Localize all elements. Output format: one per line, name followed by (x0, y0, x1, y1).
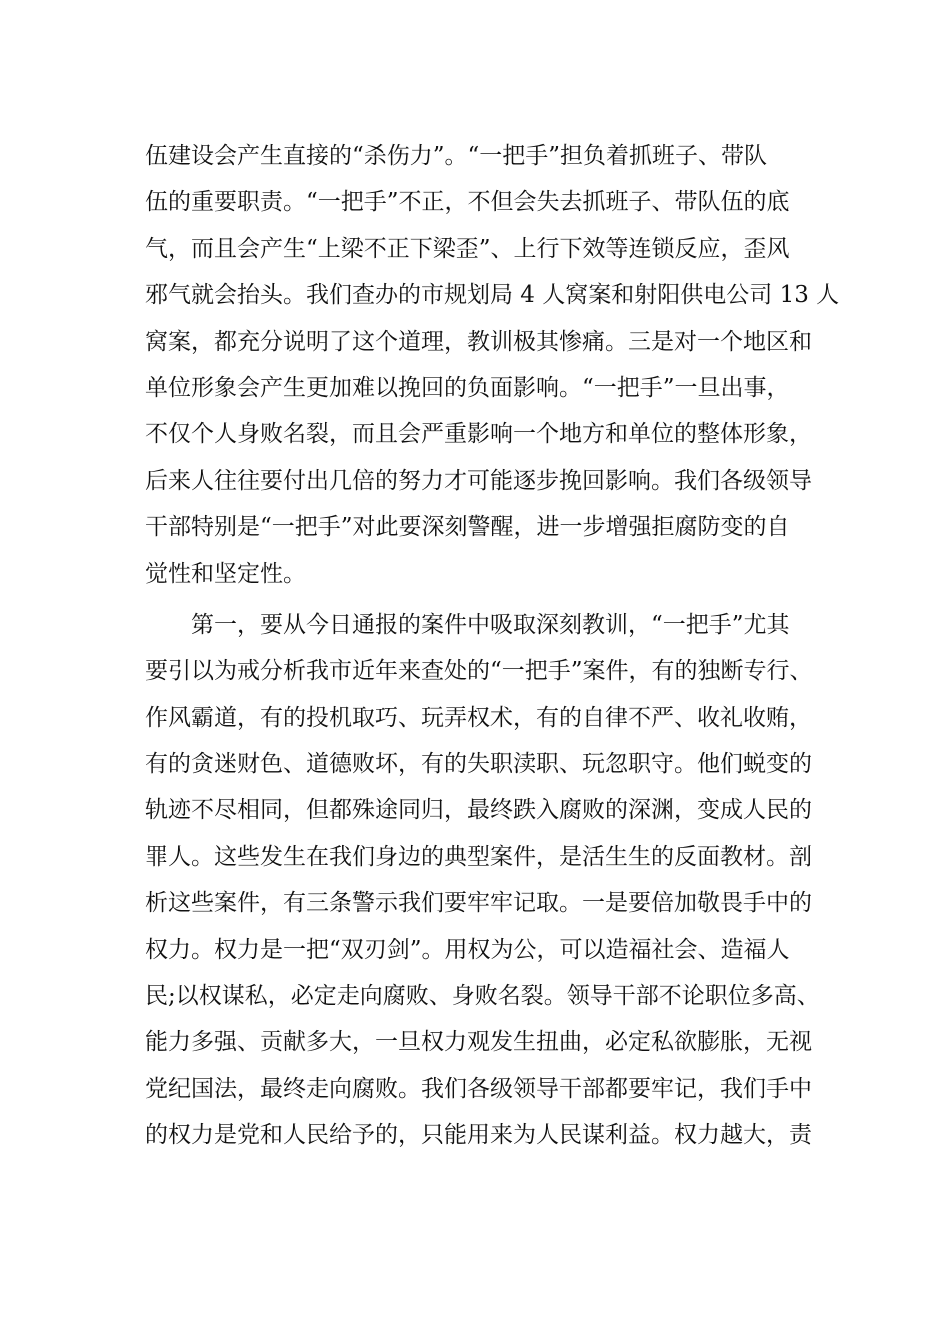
text-line: 党纪国法，最终走向腐败。我们各级领导干部都要牢记，我们手中 (145, 1075, 812, 1102)
text-line: 邪气就会抬头。我们查办的市规划局 4 人窝案和射阳供电公司 13 人 (145, 282, 840, 309)
text-line: 要引以为戒分析我市近年来查处的“一把手”案件，有的独断专行、 (145, 658, 813, 685)
text-line: 民;以权谋私，必定走向腐败、身败名裂。领导干部不论职位多高、 (145, 983, 820, 1010)
text-line: 窝案，都充分说明了这个道理，教训极其惨痛。三是对一个地区和 (145, 328, 812, 355)
text-line: 析这些案件，有三条警示我们要牢牢记取。一是要倍加敬畏手中的 (145, 890, 812, 917)
text-line: 干部特别是“一把手”对此要深刻警醒，进一步增强拒腐防变的自 (145, 514, 790, 541)
text-line: 权力。权力是一把“双刃剑”。用权为公，可以造福社会、造福人 (145, 936, 790, 963)
text-line: 罪人。这些发生在我们身边的典型案件，是活生生的反面教材。剖 (145, 843, 812, 870)
text-line: 轨迹不尽相同，但都殊途同归，最终跌入腐败的深渊，变成人民的 (145, 797, 812, 824)
text-line: 有的贪迷财色、道德败坏，有的失职渎职、玩忽职守。他们蜕变的 (145, 751, 812, 778)
text-line: 第一，要从今日通报的案件中吸取深刻教训，“一把手”尤其 (145, 611, 790, 638)
text-line: 伍的重要职责。“一把手”不正，不但会失去抓班子、带队伍的底 (145, 189, 790, 216)
text-line: 伍建设会产生直接的“杀伤力”。“一把手”担负着抓班子、带队 (145, 143, 768, 169)
text-line: 不仅个人身败名裂，而且会严重影响一个地方和单位的整体形象， (145, 421, 812, 448)
text-line: 后来人往往要付出几倍的努力才可能逐步挽回影响。我们各级领导 (145, 467, 812, 494)
text-line: 作风霸道，有的投机取巧、玩弄权术，有的自律不严、收礼收贿， (145, 704, 812, 731)
text-line: 能力多强、贡献多大，一旦权力观发生扭曲，必定私欲膨胀，无视 (145, 1029, 812, 1056)
paragraph-1 (145, 133, 840, 597)
text-line: 单位形象会产生更加难以挽回的负面影响。“一把手”一旦出事， (145, 374, 790, 401)
text-line: 的权力是党和人民给予的，只能用来为人民谋利益。权力越大，责 (145, 1122, 812, 1149)
text-line: 觉性和坚定性。 (145, 560, 306, 587)
text-line: 气，而且会产生“上梁不正下梁歪”、上行下效等连锁反应，歪风 (145, 235, 790, 262)
document-body (145, 133, 840, 1159)
paragraph-2 (145, 602, 825, 1159)
